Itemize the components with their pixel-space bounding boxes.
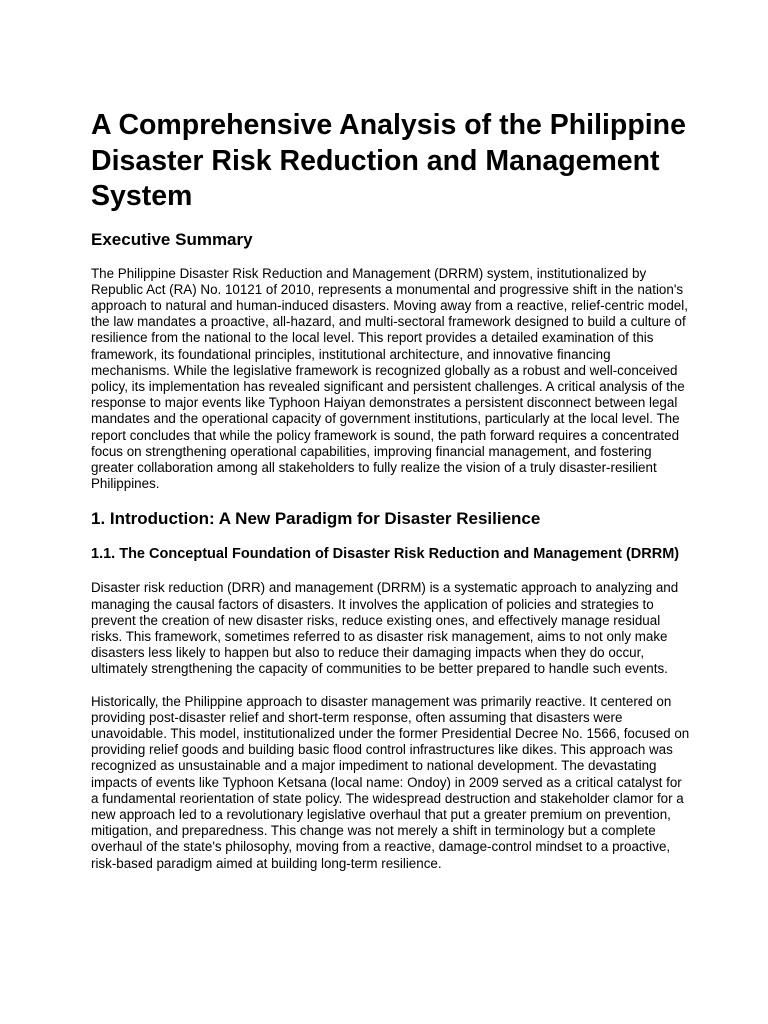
executive-summary-heading: Executive Summary: [91, 229, 253, 249]
subsection-1-1-heading: 1.1. The Conceptual Foundation of Disaster Risk Reduction and Management (DRRM): [91, 546, 680, 563]
body-paragraph: Historically, the Philippine approach to disaster management was primarily reactive. It centered on providing post-disaster relief and short-term response, often assuming that disasters were unavoidable. This model, institutionalized under the former Presidential Decree No. 1566, focused on providing relief goods and building basic flood control infrastructures like dikes. This approach was recognized as unsustainable and a major impediment to national development. The devastating impacts of events like Typhoon Ketsana (local name: Ondoy) in 2009 served as a critical catalyst for a fundamental reorientation of state policy. The widespread destruction and stakeholder clamor for a new approach led to a revolutionary legislative overhaul that put a greater premium on prevention, mitigation, and preparedness. This change was not merely a shift in terminology but a complete overhaul of the state's philosophy, moving from a reactive, damage-control mindset to a proactive, risk-based paradigm aimed at building long-term resilience.: [91, 693, 690, 871]
document-page: [91, 108, 691, 888]
section-1-heading: 1. Introduction: A New Paradigm for Disaster Resilience: [91, 509, 541, 529]
executive-summary-paragraph: The Philippine Disaster Risk Reduction and Management (DRRM) system, institutionalized by Republic Act (RA) No. 10121 of 2010, represents a monumental and progressive shift in the nation's approach to natural and human-induced disasters. Moving away from a reactive, relief-centric model, the law mandates a proactive, all-hazard, and multi-sectoral framework designed to build a culture of resilience from the national to the local level. This report provides a detailed examination of this framework, its foundational principles, institutional architecture, and innovative financing mechanisms. While the legislative framework is recognized globally as a robust and well-conceived policy, its implementation has revealed significant and persistent challenges. A critical analysis of the response to major events like Typhoon Haiyan demonstrates a persistent disconnect between legal mandates and the operational capacity of government institutions, particularly at the local level. The report concludes that while the policy framework is sound, the path forward requires a concentrated focus on strengthening operational capabilities, improving financial management, and fostering greater collaboration among all stakeholders to fully realize the vision of a truly disaster-resilient Philippines.: [91, 265, 688, 492]
document-title: A Comprehensive Analysis of the Philippine Disaster Risk Reduction and Management System: [91, 109, 686, 212]
body-paragraph: Disaster risk reduction (DRR) and management (DRRM) is a systematic approach to analyzing and managing the causal factors of disasters. It involves the application of policies and strategies to prevent the creation of new disaster risks, reduce existing ones, and effectively manage residual risks. This framework, sometimes referred to as disaster risk management, aims to not only make disasters less likely to happen but also to reduce their damaging impacts when they do occur, ultimately strengthening the capacity of communities to be better prepared to handle such events.: [91, 580, 679, 677]
